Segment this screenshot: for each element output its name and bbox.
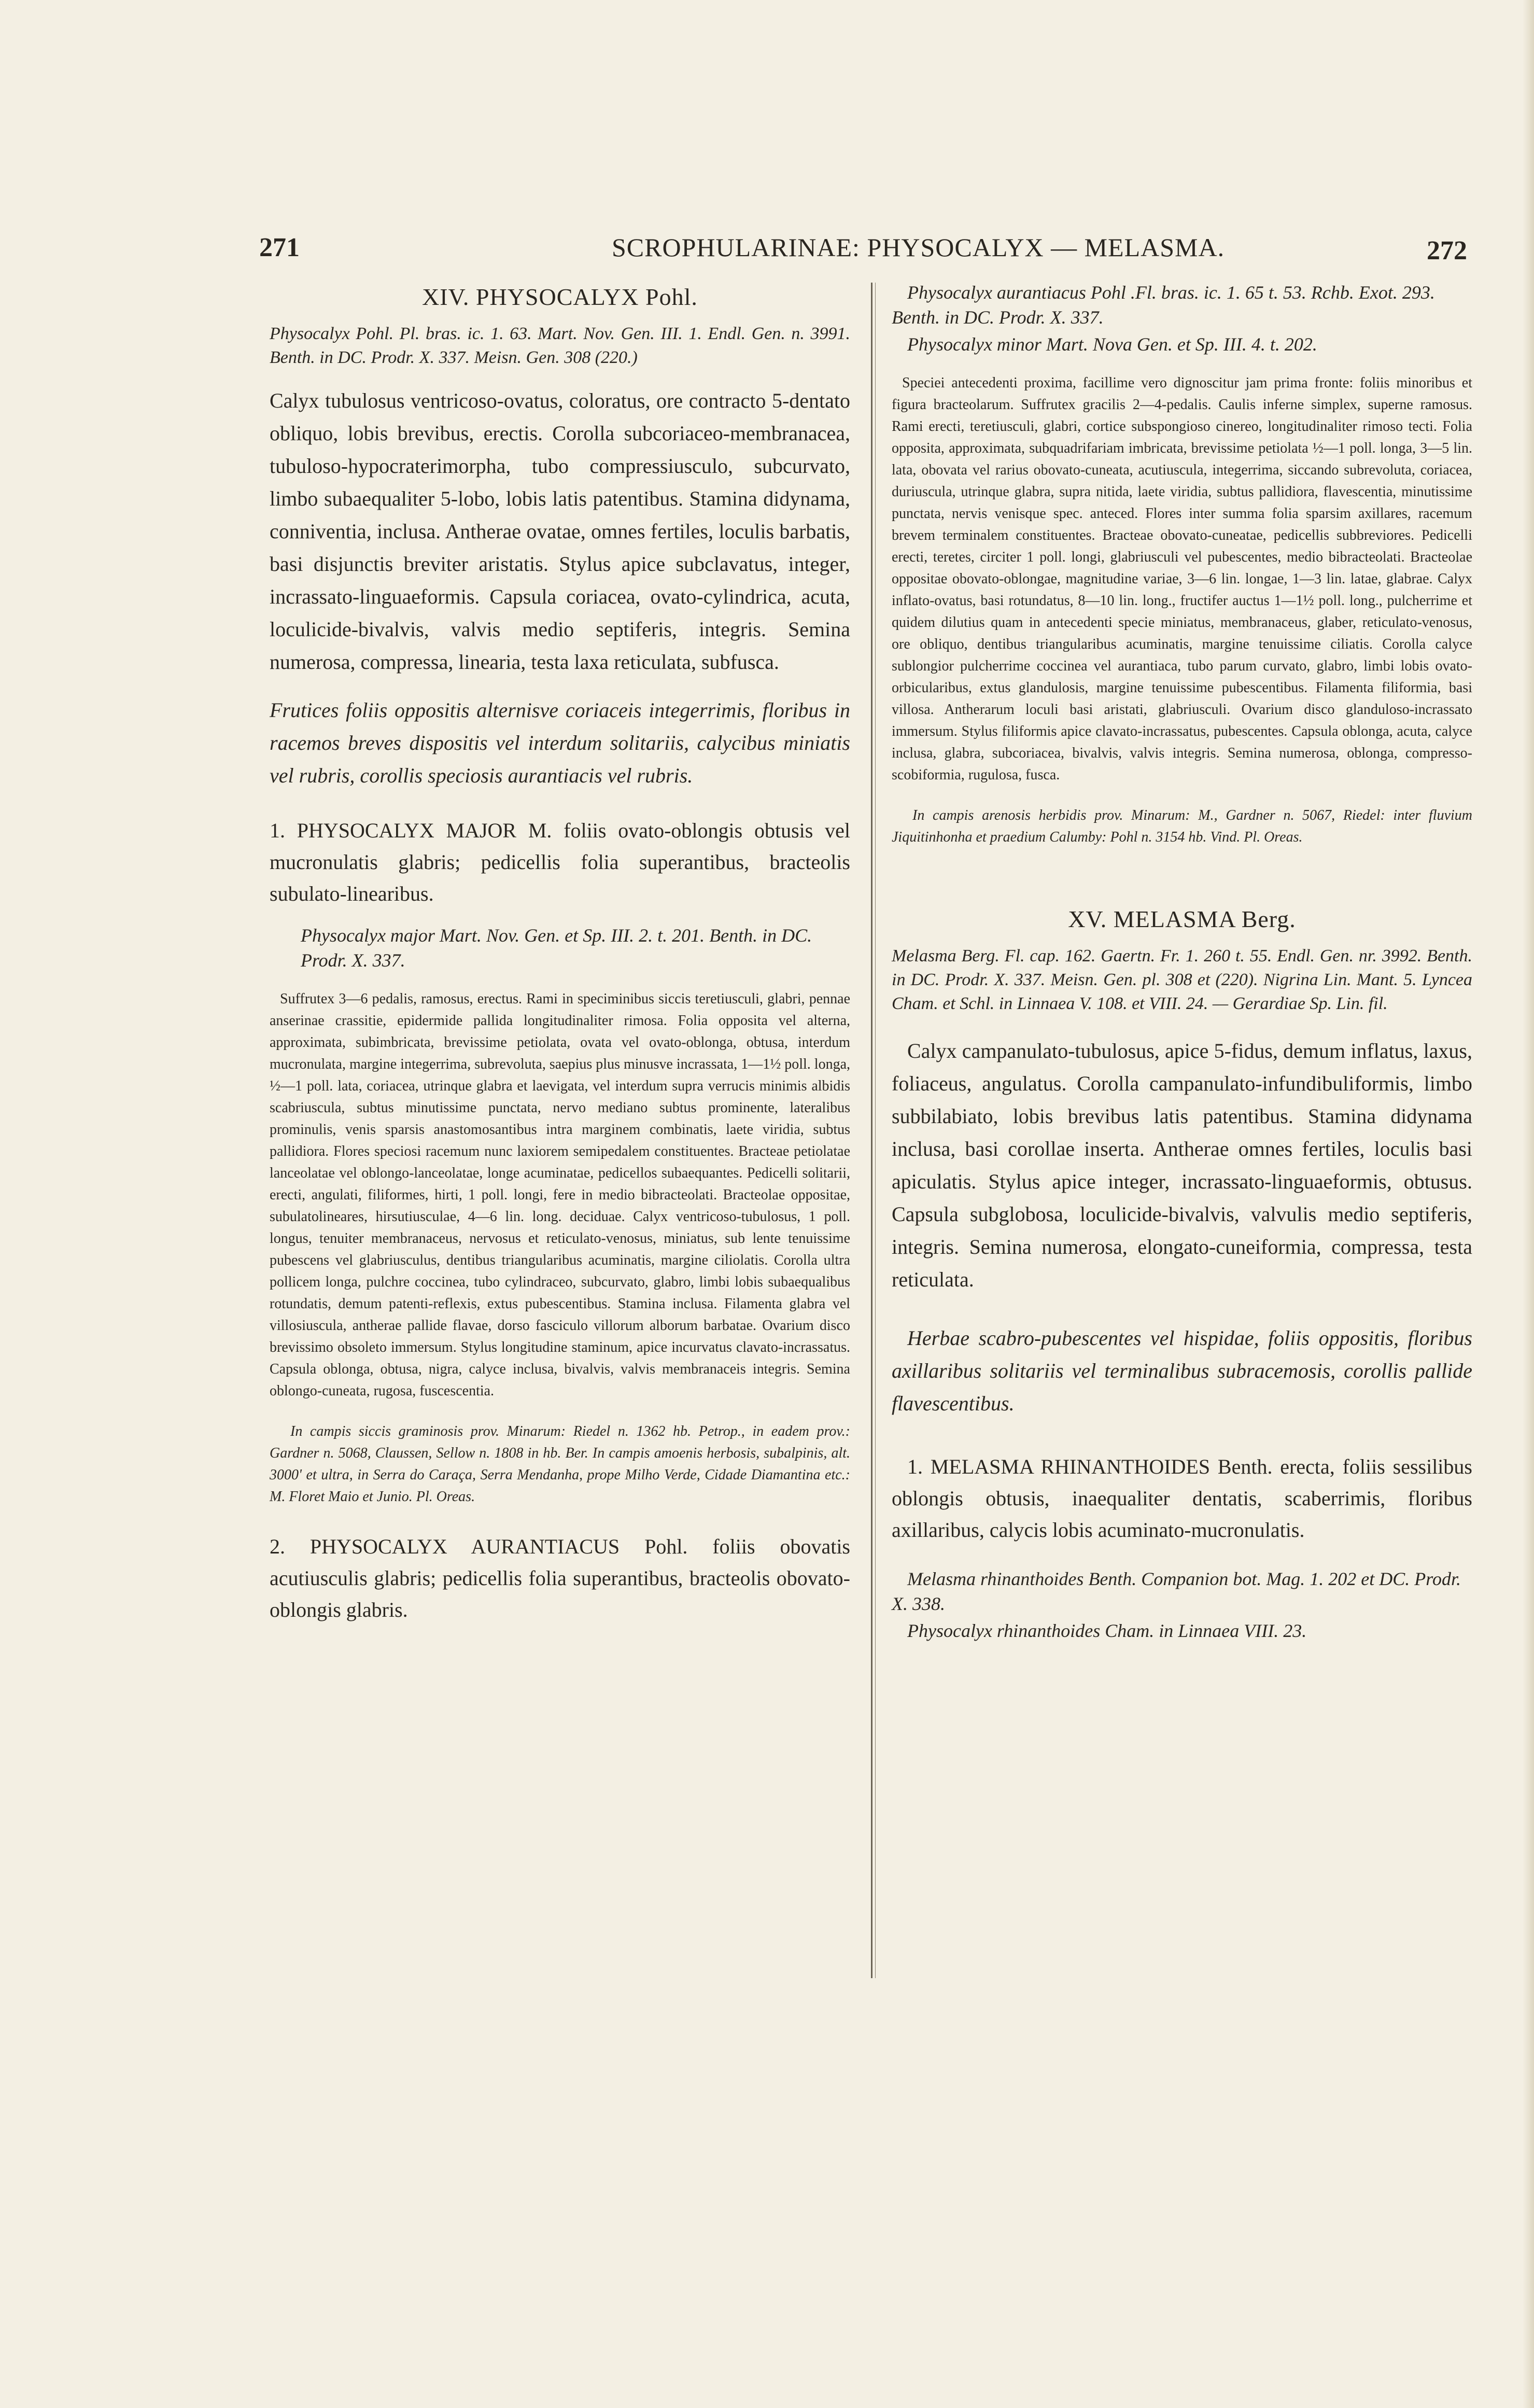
species-synonymy: Melasma rhinanthoides Benth. Companion bot. Mag. 1. 202 et DC. Prodr. X. 338. [892, 1569, 1461, 1614]
column-divider [871, 283, 872, 1978]
species-synonymy: Physocalyx rhinanthoides Cham. in Linnaea VIII. 23. [907, 1620, 1307, 1641]
species-synonymy: Physocalyx aurantiacus Pohl .Fl. bras. ic. 1. 65 t. 53. Rchb. Exot. 293. Benth. in DC. Prodr. X. 337. [892, 282, 1435, 328]
species-synonymy: Physocalyx major Mart. Nov. Gen. et Sp. III. 2. t. 201. Benth. in DC. Prodr. X. 337. [301, 925, 812, 971]
right-column [892, 280, 1472, 1643]
species-localities: In campis arenosis herbidis prov. Minarum: M., Gardner n. 5067, Riedel: inter fluvium Jiquitinhonha et praedium Calumby: Pohl n. 3154 hb. Vind. Pl. Oreas. [892, 807, 1472, 845]
species-diagnosis: 1. PHYSOCALYX MAJOR M. foliis ovato-oblongis obtusis vel mucronulatis glabris; pedicellis folia superantibus, bracteolis subulato-linearibus. [270, 819, 850, 905]
page-number-left: 271 [259, 233, 300, 262]
genus-citation: Physocalyx Pohl. Pl. bras. ic. 1. 63. Mart. Nov. Gen. III. 1. Endl. Gen. n. 3991. Benth. in DC. Prodr. X. 337. Meisn. Gen. 308 (220.) [270, 324, 850, 367]
genus-heading-physocalyx: XIV. PHYSOCALYX Pohl. [422, 284, 698, 310]
running-title: SCROPHULARINAE: PHYSOCALYX — MELASMA. [612, 233, 1225, 262]
column-divider-thin [875, 283, 876, 1978]
genus-citation: Melasma Berg. Fl. cap. 162. Gaertn. Fr. 1. 260 t. 55. Endl. Gen. nr. 3992. Benth. in DC. Prodr. X. 337. Meisn. Gen. pl. 308 et (220). Nigrina Lin. Mant. 5. Lyncea Cham. et Schl. in Linnaea V. 108. et VIII. 24. — Gerardiae Sp. Lin. fil. [892, 946, 1472, 1013]
species-synonymy: Physocalyx minor Mart. Nova Gen. et Sp. III. 4. t. 202. [907, 334, 1317, 355]
genus-description: Calyx tubulosus ventricoso-ovatus, coloratus, ore contracto 5-dentato obliquo, lobis brevibus, erectis. Corolla subcoriaceo-membranacea, tubuloso-hypocraterimorpha, tubo compressiusculo, subcurvato, limbo subaequaliter 5-lobo, lobis latis patentibus. Stamina didynama, conniventia, inclusa. Antherae ovatae, omnes fertiles, loculis barbatis, basi disjunctis breviter aristatis. Stylus apice subclavatus, integer, incrassato-linguaeformis. Capsula coriacea, ovato-cylindrica, acuta, loculicide-bivalvis, valvis medio septiferis, integris. Semina numerosa, compressa, linearia, testa laxa reticulata, subfusca. [270, 389, 850, 674]
genus-diagnosis: Herbae scabro-pubescentes vel hispidae, foliis oppositis, floribus axillaribus solitariis vel terminalibus subracemosis, corollis pallide flavescentibus. [892, 1326, 1472, 1415]
species-description: Suffrutex 3—6 pedalis, ramosus, erectus. Rami in speciminibus siccis teretiusculi, glabri, pennae anserinae crassitie, epidermide pallida longitudinaliter rimosa. Folia opposita vel alterna, approximata, subimbricata, brevissime petiolata, ovata vel ovato-oblonga, obtusa, interdum mucronulata, margine integerrima, subrevoluta, saepius plus minusve incrassata, 1—1½ poll. longa, ½—1 poll. lata, coriacea, utrinque glabra et laevigata, vel interdum supra verrucis minimis albidis scabriuscula, subtus minutissime punctata, nervo mediano subtus prominente, lateralibus prominulis, venis sparsis anastomosantibus intra marginem combinatis, laete viridia, subtus pallidiora. Flores speciosi racemum nunc laxiorem semipedalem constituentes. Bracteae petiolatae lanceolatae vel oblongo-lanceolatae, longe acuminatae, pedicellos subaequantes. Pedicelli solitarii, erecti, angulati, filiformes, hirti, 1 poll. longi, fere in medio bibracteolati. Bracteolae oppositae, subulatolineares, hirsutiusculae, 4—6 lin. long. deciduae. Calyx ventricoso-tubulosus, 1 poll. longus, tenuiter membranaceus, nervosus et reticulato-venosus, miniatus, sub lente tenuissime pubescens vel glabriusculus, dentibus triangularibus acuminatis, margine ciliolatis. Corolla ultra pollicem longa, pulchre coccinea, tubo cylindraceo, subcurvato, glabro, limbi lobis subaequalibus rotundatis, demum patenti-reflexis, extus pubescentibus. Stamina inclusa. Filamenta glabra vel villosiuscula, antherae pallide flavae, dorso fasciculo villorum alborum barbatae. Ovarium disco brevissimo obsoleto immersum. Stylus longitudine staminum, apice incurvatus clavato-incrassatus. Capsula oblonga, obtusa, nigra, calyce inclusa, bivalvis, valvis membranaceis integris. Semina oblongo-cuneata, rugosa, fuscescentia. [270, 991, 850, 1399]
genus-heading-melasma: XV. MELASMA Berg. [1068, 906, 1296, 932]
left-column [270, 280, 850, 1626]
genus-diagnosis: Frutices foliis oppositis alternisve coriaceis integerrimis, floribus in racemos breves dispositis vel interdum solitariis, calycibus miniatis vel rubris, corollis speciosis aurantiacis vel rubris. [270, 698, 850, 787]
species-localities: In campis siccis graminosis prov. Minarum: Riedel n. 1362 hb. Petrop., in eadem prov.: Gardner n. 5068, Claussen, Sellow n. 1808 in hb. Ber. In campis amoenis herbosis, subalpinis, alt. 3000' et ultra, in Serra do Caraça, Serra Mendanha, prope Milho Verde, Cidade Diamantina etc.: M. Floret Maio et Junio. Pl. Oreas. [270, 1423, 850, 1505]
species-diagnosis: 2. PHYSOCALYX AURANTIACUS Pohl. foliis obovatis acutiusculis glabris; pedicellis folia superantibus, bracteolis obovato-oblongis glabris. [270, 1535, 850, 1621]
genus-description: Calyx campanulato-tubulosus, apice 5-fidus, demum inflatus, laxus, foliaceus, angulatus. Corolla campanulato-infundibuliformis, limbo subbilabiato, lobis brevibus latis patentibus. Stamina didynama inclusa, basi corollae inserta. Antherae omnes fertiles, loculis basi apiculatis. Stylus apice integer, incrassato-linguaeformis, obtusus. Capsula subglobosa, loculicide-bivalvis, valvulis medio septiferis, integris. Semina numerosa, elongato-cuneiformia, compressa, testa reticulata. [892, 1039, 1472, 1291]
page-number-right: 272 [1427, 236, 1467, 265]
running-header [259, 232, 1467, 269]
species-diagnosis: 1. MELASMA RHINANTHOIDES Benth. erecta, foliis sessilibus oblongis obtusis, inaequaliter dentatis, scaberrimis, floribus axillaribus, calycis lobis acuminato-mucronulatis. [892, 1455, 1472, 1542]
page-edge [1523, 0, 1534, 2408]
species-description: Speciei antecedenti proxima, facillime vero dignoscitur jam prima fronte: foliis minoribus et figura bracteolarum. Suffrutex gracilis 2—4-pedalis. Caulis inferne simplex, superne ramosus. Rami erecti, teretiusculi, glabri, cortice subspongioso cinereo, longitudinaliter rimoso tecti. Folia opposita, approximata, subquadrifariam imbricata, brevissime petiolata ½—1 poll. longa, 3—5 lin. lata, obovata vel rarius obovato-cuneata, acutiuscula, integerrima, siccando subrevoluta, coriacea, duriuscula, utrinque glabra, supra nitida, laete viridia, subtus pallidiora, flavescentia, minutissime punctata, nervis venisque spec. anteced. Flores inter summa folia sparsim axillares, racemum brevem terminalem constituentes. Bracteae obovato-cuneatae, pedicellis subbreviores. Pedicelli erecti, teretes, circiter 1 poll. longi, glabriusculi vel pubescentes, medio bibracteolati. Bracteolae oppositae obovato-oblongae, magnitudine variae, 3—6 lin. longae, 1—3 lin. latae, glabrae. Calyx inflato-ovatus, basi rotundatus, 8—10 lin. long., fructifer auctus 1—1½ poll. long., pulcherrime et quidem dilutius quam in antecedenti specie miniatus, membranaceus, glaber, reticulato-venosus, ore obliquo, dentibus triangularibus acuminatis, margine tenuissime ciliatis. Corolla calyce sublongior pulcherrime coccinea vel aurantiaca, tubo parum curvato, glabro, limbi lobis ovato-orbicularibus, extus glandulosis, margine tenuissime pubescentibus. Filamenta filiformia, basi villosa. Antherarum loculi basi aristati, glabriusculi. Ovarium disco glanduloso-incrassato immersum. Stylus filiformis apice clavato-incrassatus, pubescentes. Capsula oblonga, acuta, calyce inclusa, glabra, subcoriacea, bivalvis, valvis integris. Semina numerosa, oblonga, compresso-scobiformia, rugulosa, fusca. [892, 375, 1472, 783]
